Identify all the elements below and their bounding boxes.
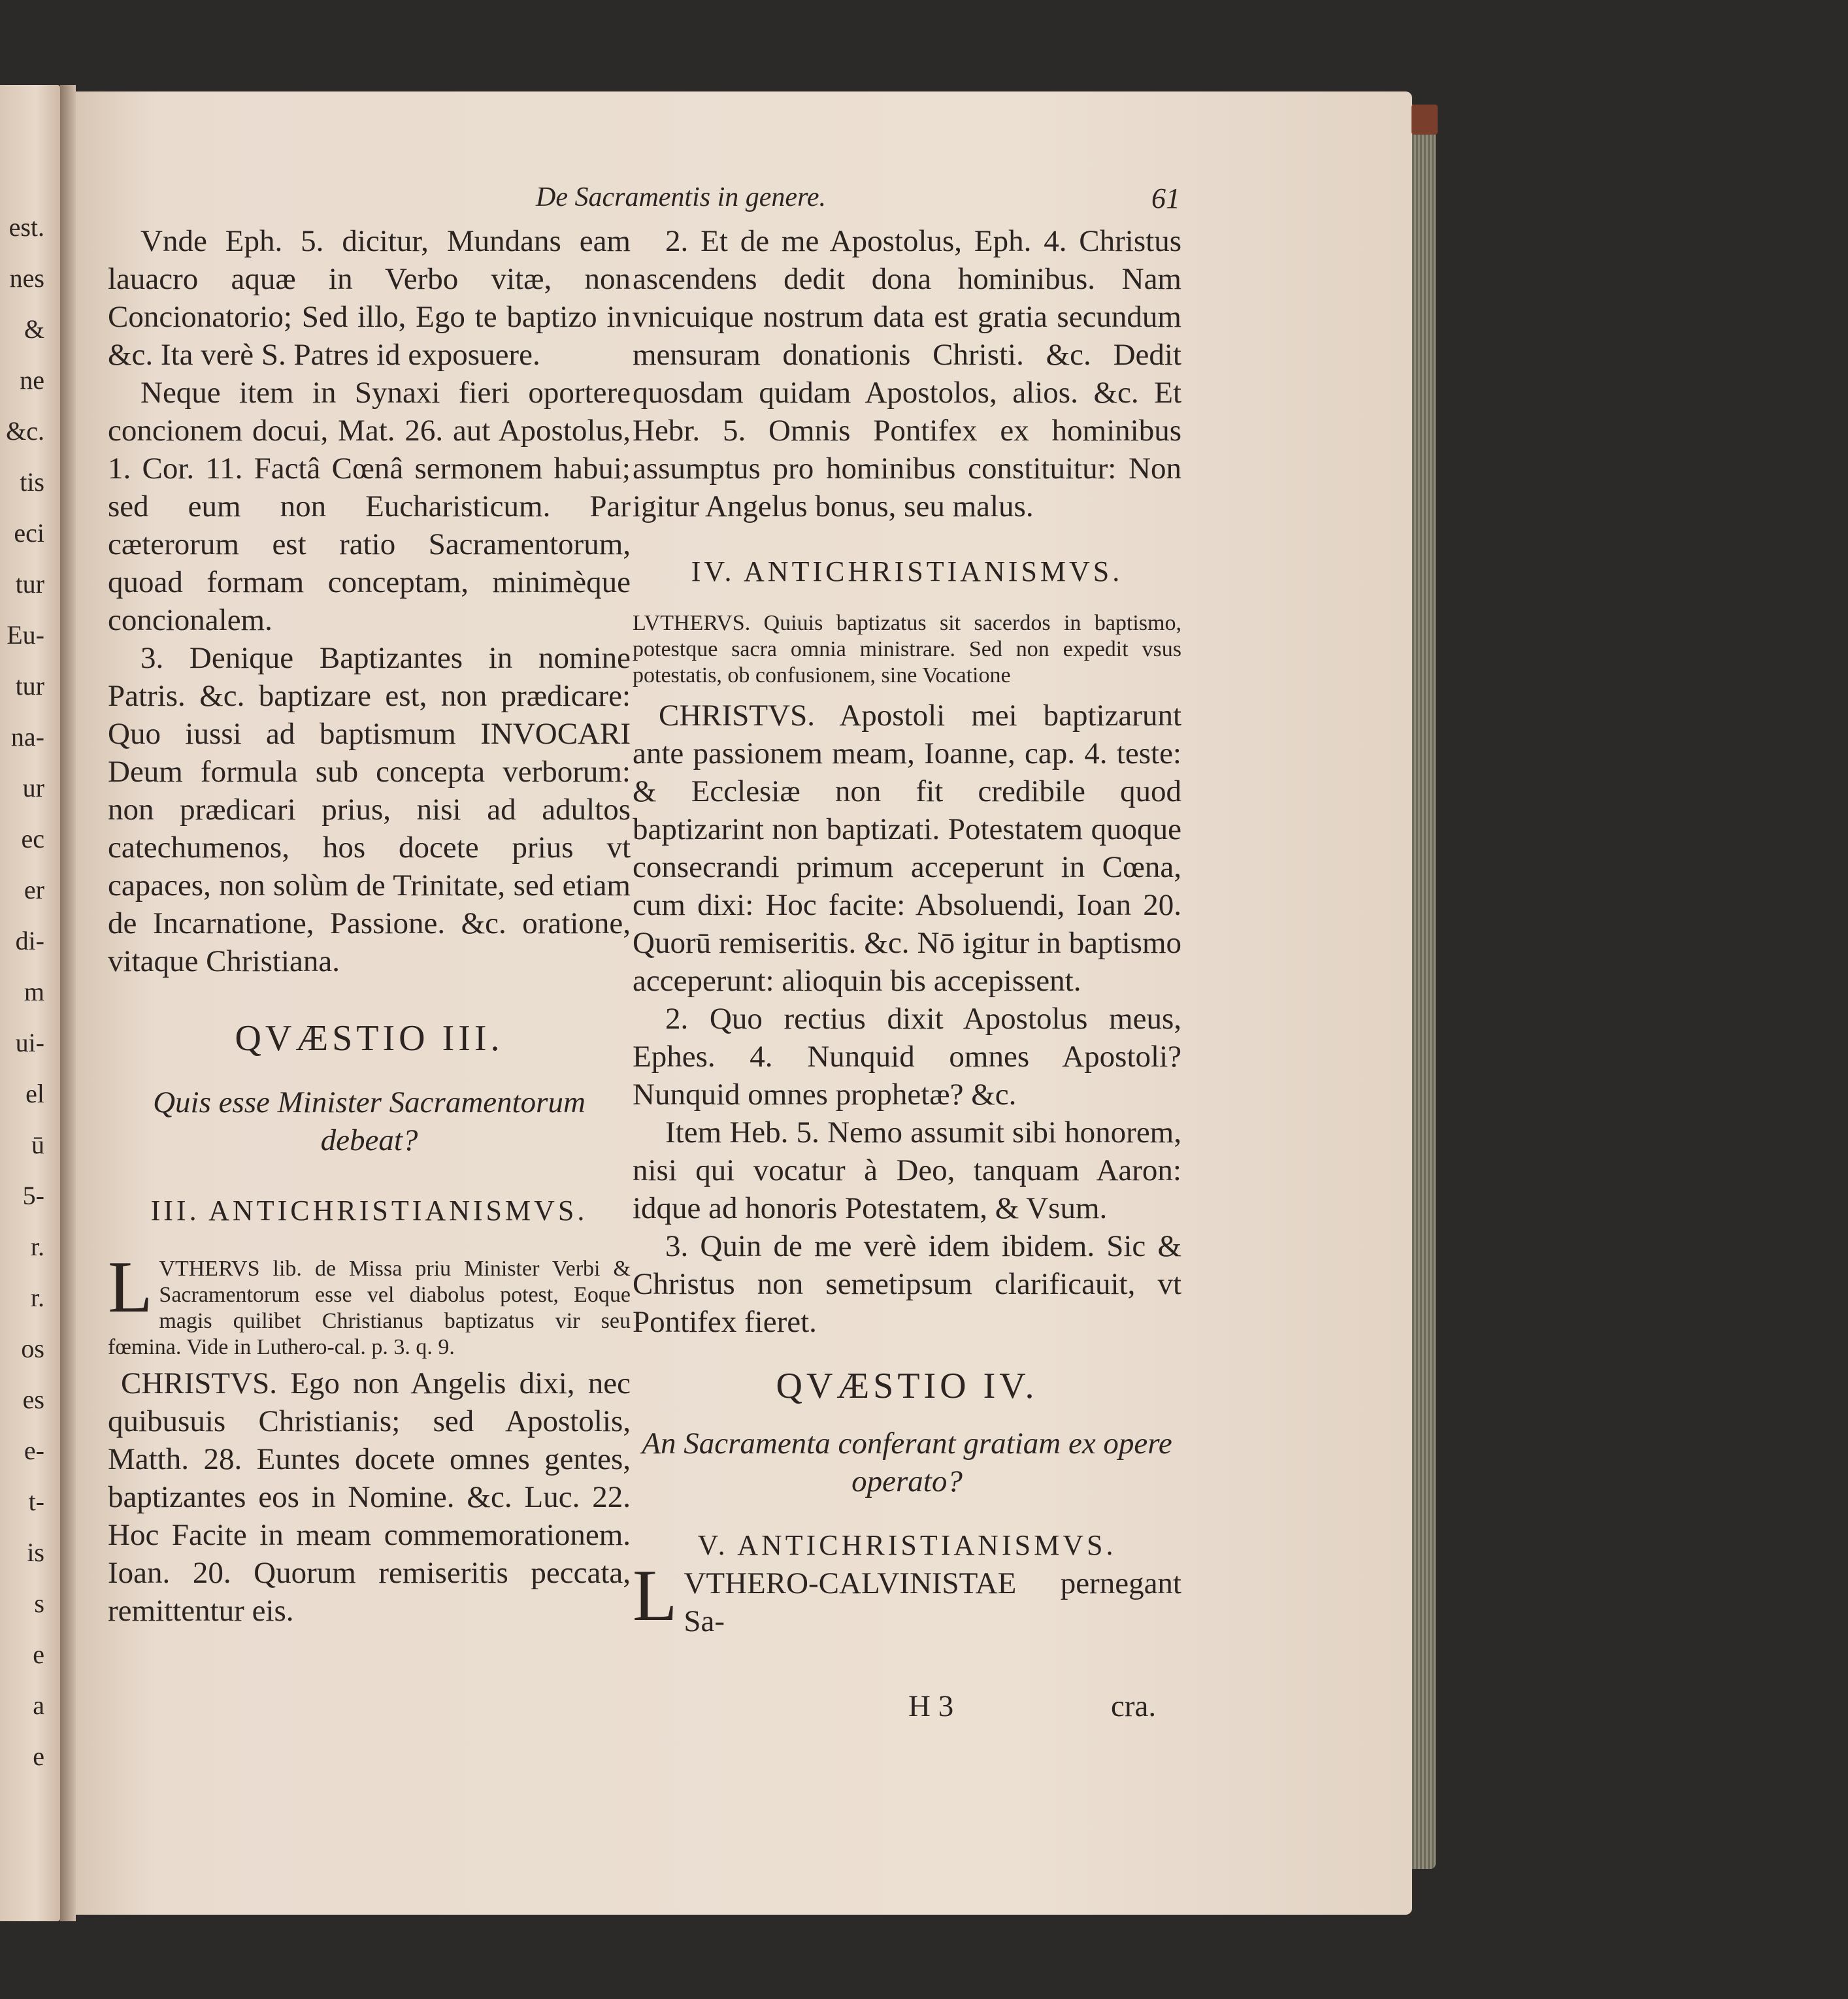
margin-fragment: & <box>24 314 44 344</box>
paragraph: Neque item in Synaxi fieri oportere concionem docui, Mat. 26. aut Apostolus, 1. Cor. 11. Factâ Cœnâ sermonem habui; sed eum non Eucharisticum. Par cæterorum est ratio Sacramentorum, quoad formam conceptam, minimèque concionalem. <box>108 376 631 637</box>
christus-reply: CHRISTVS. Apostoli mei baptizarunt ante passionem meam, Ioanne, cap. 4. teste: & Ecclesiæ non fit credibile quod baptizarint non baptizati. Potestatem quoque consecrandi primum acceperunt in Cœna, cum dixi: Hoc facite: Absoluendi, Ioan 20. Quorū remiseritis. &c. Nō igitur in baptismo acceperunt: alioquin bis accepissent. <box>633 699 1181 998</box>
margin-fragment: os <box>21 1334 44 1363</box>
margin-fragment: est. <box>8 212 44 242</box>
margin-fragment: tur <box>15 569 44 599</box>
margin-fragment: e- <box>24 1436 44 1465</box>
book-gutter <box>60 85 76 1921</box>
closing-line <box>633 1555 1181 1640</box>
margin-fragment: eci <box>14 518 44 548</box>
quaestio-title: QVÆSTIO IV. <box>776 1366 1038 1406</box>
margin-fragment: e <box>33 1640 44 1669</box>
margin-fragment: r. <box>30 1232 44 1261</box>
margin-fragment: di- <box>15 926 44 955</box>
closing-text: VTHERO-CALVINISTAE pernegant Sa- <box>684 1566 1181 1638</box>
drop-capital: L <box>108 1247 153 1328</box>
margin-fragment: ū <box>31 1130 44 1159</box>
paragraph: 3. Quin de me verè idem ibidem. Sic & Christus non semetipsum clarificauit, vt Pontifex fieret. <box>633 1229 1181 1339</box>
luther-statement: LVTHERVS. Quiuis baptizatus sit sacerdos in baptismo, potestque sacra omnia ministrare. Sed non expedit vsus potestatis, ob confusionem, sine Vocatione <box>633 611 1181 687</box>
left-column <box>108 222 631 1630</box>
paragraph: Vnde Eph. 5. dicitur, Mundans eam lauacro aquæ in Verbo vitæ, non Concionatorio; Sed illo, Ego te baptizo in &c. Ita verè S. Patres id exposuere. <box>108 224 631 372</box>
paragraph: 3. Denique Baptizantes in nomine Patris. &c. baptizare est, non prædicare: Quo iussi ad baptismum INVOCARI Deum formula sub concepta verborum: non prædicari prius, nisi ad adultos catechumenos, hos docete prius vt capaces, non solùm de Trinitate, sed etiam de Incarnatione, Passione. &c. oratione, vitaque Christiana. <box>108 641 631 978</box>
margin-fragment: ui- <box>15 1028 44 1057</box>
section-heading: IV. ANTICHRISTIANISMVS. <box>691 555 1123 587</box>
margin-fragment: r. <box>30 1283 44 1312</box>
question: Quis esse Minister Sacramentorum debeat? <box>153 1085 586 1157</box>
signature-mark: H 3 <box>908 1689 954 1723</box>
catchword: cra. <box>1111 1689 1157 1723</box>
question: An Sacramenta conferant gratiam ex opere operato? <box>642 1427 1172 1498</box>
quaestio-title: QVÆSTIO III. <box>235 1018 504 1059</box>
page-fore-edge <box>1412 105 1436 1869</box>
margin-fragment: t- <box>28 1487 44 1516</box>
margin-fragment: tis <box>20 467 44 497</box>
margin-fragment: nes <box>9 263 44 293</box>
margin-fragment: is <box>27 1538 44 1567</box>
margin-fragment: &c. <box>6 416 44 446</box>
margin-fragment: ec <box>21 824 44 853</box>
margin-fragment: Eu- <box>7 620 44 650</box>
section-heading: III. ANTICHRISTIANISMVS. <box>150 1195 588 1227</box>
margin-fragment: e <box>33 1742 44 1771</box>
section-heading: V. ANTICHRISTIANISMVS. <box>697 1529 1117 1561</box>
running-header: De Sacramentis in genere. <box>536 182 826 212</box>
right-column <box>633 222 1181 1640</box>
drop-capital: L <box>633 1555 678 1636</box>
luther-statement <box>108 1247 631 1361</box>
margin-fragment: na- <box>10 722 44 752</box>
margin-fragment: s <box>34 1589 44 1618</box>
margin-fragment: ne <box>20 365 44 395</box>
paragraph: Item Heb. 5. Nemo assumit sibi honorem, nisi qui vocatur à Deo, tanquam Aaron: idque ad honoris Potestatem, & Vsum. <box>633 1115 1181 1225</box>
margin-fragment: 5- <box>22 1181 44 1210</box>
paragraph: 2. Et de me Apostolus, Eph. 4. Christus ascendens dedit dona hominibus. Nam vnicuique nostrum data est gratia secundum mensuram donationis Christi. &c. Dedit quosdam quidam Apostolos, alios. &c. Et Hebr. 5. Omnis Pontifex ex hominibus assumptus pro hominibus constituitur: Non igitur Angelus bonus, seu malus. <box>633 224 1181 523</box>
christus-reply: CHRISTVS. Ego non Angelis dixi, nec quibusuis Christianis; sed Apostolis, Matth. 28. Euntes docete omnes gentes, baptizantes eos in Nomine. &c. Luc. 22. Hoc Facite in meam commemorationem. Ioan. 20. Quorum remiseritis peccata, remittentur eis. <box>108 1366 631 1628</box>
margin-fragment: ur <box>22 773 44 802</box>
folio-number: 61 <box>1151 182 1180 214</box>
margin-fragment: es <box>22 1385 44 1414</box>
paragraph: 2. Quo rectius dixit Apostolus meus, Ephes. 4. Nunquid omnes Apostoli? Nunquid omnes prophetæ? &c. <box>633 1002 1181 1112</box>
headband <box>1411 105 1438 135</box>
margin-fragment: m <box>24 977 44 1006</box>
margin-fragment: a <box>33 1691 44 1720</box>
margin-fragment: er <box>24 875 44 904</box>
margin-fragment: tur <box>15 671 44 701</box>
luther-text: VTHERVS lib. de Missa priu Minister Verbi & Sacramentorum esse vel diabolus potest, Eoque magis quilibet Christianus baptizatus vir seu fœmina. Vide in Luthero-cal. p. 3. q. 9. <box>108 1257 631 1359</box>
margin-fragment: el <box>25 1079 44 1108</box>
